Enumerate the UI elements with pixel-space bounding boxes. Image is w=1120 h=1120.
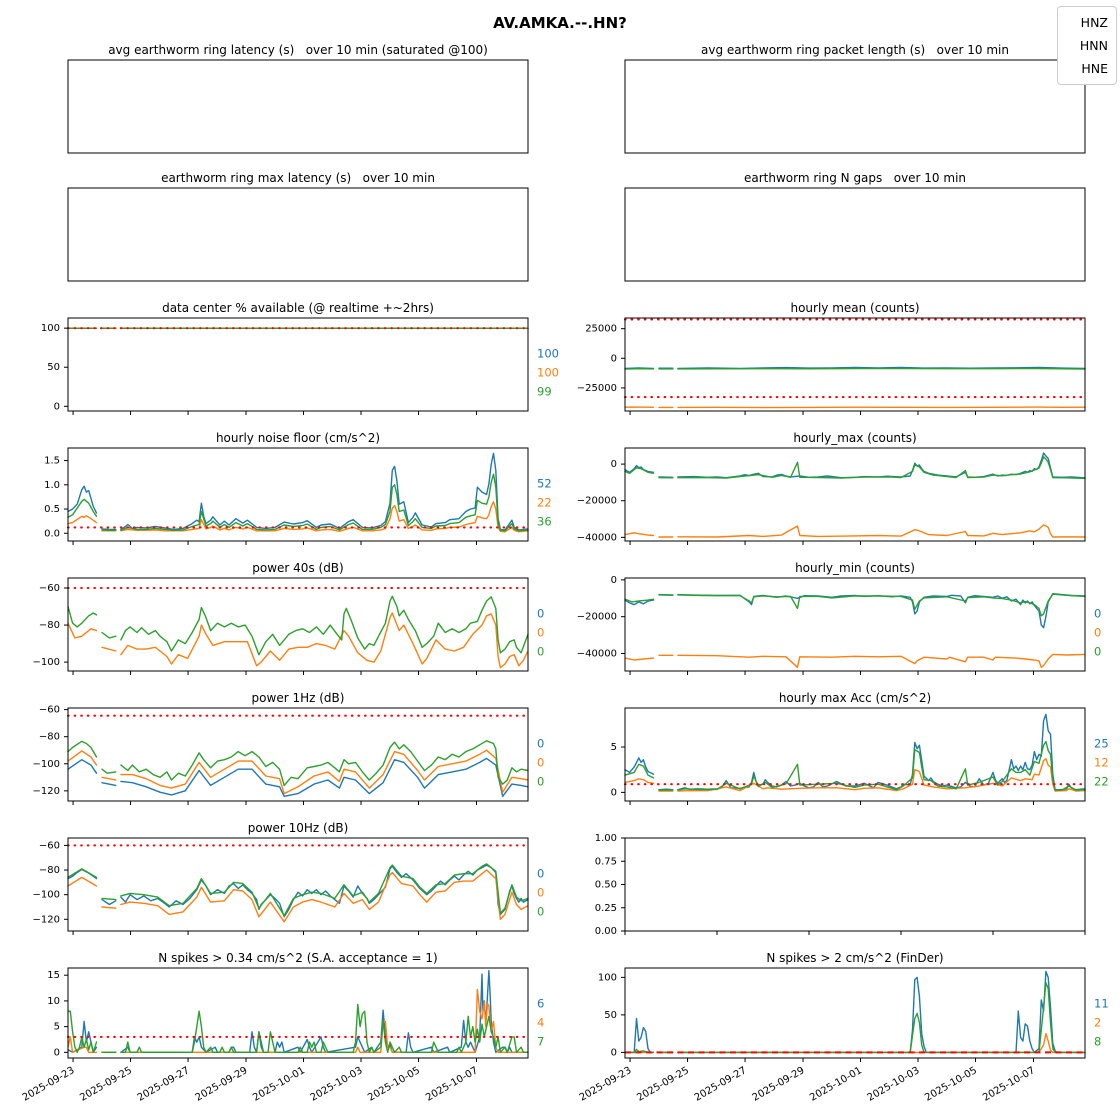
svg-text:2025-09-23: 2025-09-23: [20, 1065, 77, 1104]
legend-item-hne: HNE: [1081, 61, 1108, 76]
svg-text:−25000: −25000: [576, 382, 617, 394]
svg-text:0: 0: [53, 1047, 60, 1059]
legend-item-hnz: HNZ: [1080, 15, 1108, 30]
svg-text:0: 0: [537, 866, 545, 881]
panel-n-gaps: [625, 171, 1085, 281]
n-gaps-plot: [625, 188, 1085, 281]
svg-text:−80: −80: [38, 865, 60, 877]
panel-title: earthworm ring max latency (s) over 10 min: [161, 171, 435, 185]
panel-title: hourly mean (counts): [790, 301, 920, 315]
svg-text:−120: −120: [32, 785, 60, 797]
svg-text:1.00: 1.00: [594, 833, 617, 844]
svg-text:100: 100: [537, 346, 559, 361]
svg-text:0: 0: [537, 736, 545, 751]
panel-title: N spikes > 2 cm/s^2 (FinDer): [766, 951, 944, 965]
svg-text:22: 22: [537, 495, 552, 510]
svg-text:1.5: 1.5: [44, 455, 60, 467]
svg-text:0.5: 0.5: [44, 504, 60, 516]
svg-text:−120: −120: [32, 914, 60, 926]
svg-text:50: 50: [47, 362, 60, 374]
svg-text:2025-10-01: 2025-10-01: [251, 1065, 308, 1104]
svg-text:2025-09-23: 2025-09-23: [577, 1065, 634, 1104]
panel-title: hourly_min (counts): [795, 561, 915, 575]
panel-title: N spikes > 0.34 cm/s^2 (S.A. acceptance = 1): [158, 951, 438, 965]
svg-text:0: 0: [53, 401, 60, 413]
noise-floor-plot: [44, 448, 552, 541]
svg-text:0: 0: [1094, 644, 1102, 659]
svg-text:11: 11: [1094, 996, 1109, 1011]
svg-text:52: 52: [537, 476, 552, 491]
svg-text:0: 0: [610, 353, 617, 365]
svg-text:1.0: 1.0: [44, 479, 60, 491]
svg-text:−100: −100: [32, 657, 60, 669]
svg-text:6: 6: [537, 996, 545, 1011]
svg-text:0: 0: [610, 787, 617, 799]
empty-axes-plot: [594, 833, 1085, 937]
panel-title: avg earthworm ring packet length (s) over 10 min: [701, 43, 1009, 57]
panel-title: power 1Hz (dB): [251, 691, 345, 705]
panel-power-40s: [32, 561, 545, 671]
svg-text:0: 0: [537, 625, 545, 640]
svg-text:−60: −60: [38, 704, 60, 716]
panel-power-1hz: [32, 691, 545, 801]
svg-text:2025-09-25: 2025-09-25: [635, 1065, 692, 1104]
svg-text:0.75: 0.75: [594, 856, 617, 868]
svg-text:2025-10-03: 2025-10-03: [308, 1065, 365, 1104]
svg-text:−60: −60: [38, 583, 60, 595]
svg-text:−20000: −20000: [576, 611, 617, 623]
svg-text:2025-09-27: 2025-09-27: [135, 1065, 192, 1104]
svg-text:100: 100: [537, 365, 559, 380]
svg-text:5: 5: [53, 1021, 60, 1033]
svg-text:−20000: −20000: [576, 495, 617, 507]
svg-text:4: 4: [537, 1015, 545, 1030]
svg-text:−40000: −40000: [576, 532, 617, 544]
svg-text:15: 15: [47, 970, 60, 982]
svg-text:0: 0: [1094, 606, 1102, 621]
panel-hourly-mean: [576, 301, 1085, 411]
svg-text:5: 5: [610, 742, 617, 754]
data-center-pct-plot: [40, 318, 559, 413]
svg-text:0.00: 0.00: [594, 926, 617, 937]
svg-text:22: 22: [1094, 774, 1109, 789]
svg-text:0: 0: [537, 774, 545, 789]
panel-power-10hz: [32, 821, 545, 931]
svg-text:7: 7: [537, 1034, 545, 1049]
svg-text:2025-09-29: 2025-09-29: [193, 1065, 250, 1104]
svg-text:−80: −80: [38, 620, 60, 632]
svg-text:0: 0: [610, 459, 617, 471]
hourly-max-plot: [576, 448, 1085, 544]
svg-text:99: 99: [537, 384, 552, 399]
channel-legend: [1057, 6, 1117, 85]
panel-title: avg earthworm ring latency (s) over 10 min (saturated @100): [108, 43, 488, 57]
svg-text:−60: −60: [38, 840, 60, 852]
panel-title: hourly noise floor (cm/s^2): [215, 431, 381, 445]
avg-packet-length-plot: [625, 60, 1085, 153]
panel-title: earthworm ring N gaps over 10 min: [743, 171, 967, 185]
panel-title: hourly max Acc (cm/s^2): [778, 691, 932, 705]
svg-text:0.50: 0.50: [594, 879, 617, 891]
svg-text:25: 25: [1094, 736, 1109, 751]
svg-text:−100: −100: [32, 889, 60, 901]
avg-ring-latency-plot: [68, 60, 528, 153]
svg-text:0: 0: [1094, 625, 1102, 640]
panel-data-center-pct: [40, 301, 559, 413]
svg-text:10: 10: [47, 995, 60, 1007]
legend-item-hnn: HNN: [1079, 38, 1108, 53]
svg-text:2025-10-07: 2025-10-07: [424, 1065, 480, 1104]
n-spikes-sa-plot: [20, 968, 545, 1104]
svg-text:25000: 25000: [585, 323, 617, 335]
svg-text:0: 0: [537, 755, 545, 770]
panel-title: data center % available (@ realtime +~2hrs): [162, 301, 434, 315]
svg-text:0.25: 0.25: [594, 902, 617, 914]
svg-text:0: 0: [537, 606, 545, 621]
panel-hourly-min: [576, 561, 1102, 671]
hourly-max-acc-plot: [610, 708, 1109, 801]
panel-max-latency: [68, 171, 528, 281]
hourly-min-plot: [576, 574, 1102, 671]
svg-text:2025-10-01: 2025-10-01: [808, 1065, 865, 1104]
power-10hz-plot: [32, 838, 545, 931]
svg-text:8: 8: [1094, 1034, 1102, 1049]
svg-text:0.0: 0.0: [44, 528, 60, 540]
svg-text:12: 12: [1094, 755, 1109, 770]
svg-text:100: 100: [40, 323, 60, 335]
svg-text:2025-10-05: 2025-10-05: [366, 1065, 423, 1104]
svg-text:0: 0: [610, 1047, 617, 1059]
svg-text:2025-10-05: 2025-10-05: [923, 1065, 980, 1104]
page-title: AV.AMKA.--.HN?: [493, 14, 627, 32]
svg-text:36: 36: [537, 514, 552, 529]
svg-text:2025-10-07: 2025-10-07: [981, 1065, 1037, 1104]
svg-text:2: 2: [1094, 1015, 1102, 1030]
n-spikes-finder-plot: [577, 968, 1109, 1104]
panel-hourly-max: [576, 431, 1085, 544]
panel-n-spikes-finder: [577, 951, 1109, 1104]
svg-text:100: 100: [597, 972, 617, 984]
panel-hourly-max-acc: [610, 691, 1109, 801]
panel-noise-floor: [44, 431, 552, 541]
power-40s-plot: [32, 578, 545, 671]
svg-text:2025-09-27: 2025-09-27: [692, 1065, 749, 1104]
panel-title: power 10Hz (dB): [247, 821, 349, 835]
svg-text:−100: −100: [32, 758, 60, 770]
panel-title: power 40s (dB): [252, 561, 344, 575]
power-1hz-plot: [32, 704, 545, 801]
svg-text:2025-09-25: 2025-09-25: [78, 1065, 135, 1104]
panel-n-spikes-sa: [20, 951, 545, 1104]
panel-avg-packet-length: [625, 43, 1085, 153]
svg-text:2025-09-29: 2025-09-29: [750, 1065, 807, 1104]
svg-text:0: 0: [537, 644, 545, 659]
svg-text:2025-10-03: 2025-10-03: [865, 1065, 922, 1104]
svg-text:−80: −80: [38, 731, 60, 743]
svg-text:0: 0: [537, 904, 545, 919]
svg-text:0: 0: [537, 885, 545, 900]
svg-text:−40000: −40000: [576, 648, 617, 660]
panel-title: hourly_max (counts): [793, 431, 917, 445]
panel-empty-axes: [594, 833, 1085, 937]
svg-text:50: 50: [604, 1009, 617, 1021]
svg-text:0: 0: [610, 574, 617, 586]
max-latency-plot: [68, 188, 528, 281]
hourly-mean-plot: [576, 318, 1085, 411]
panel-avg-ring-latency: [68, 43, 528, 153]
